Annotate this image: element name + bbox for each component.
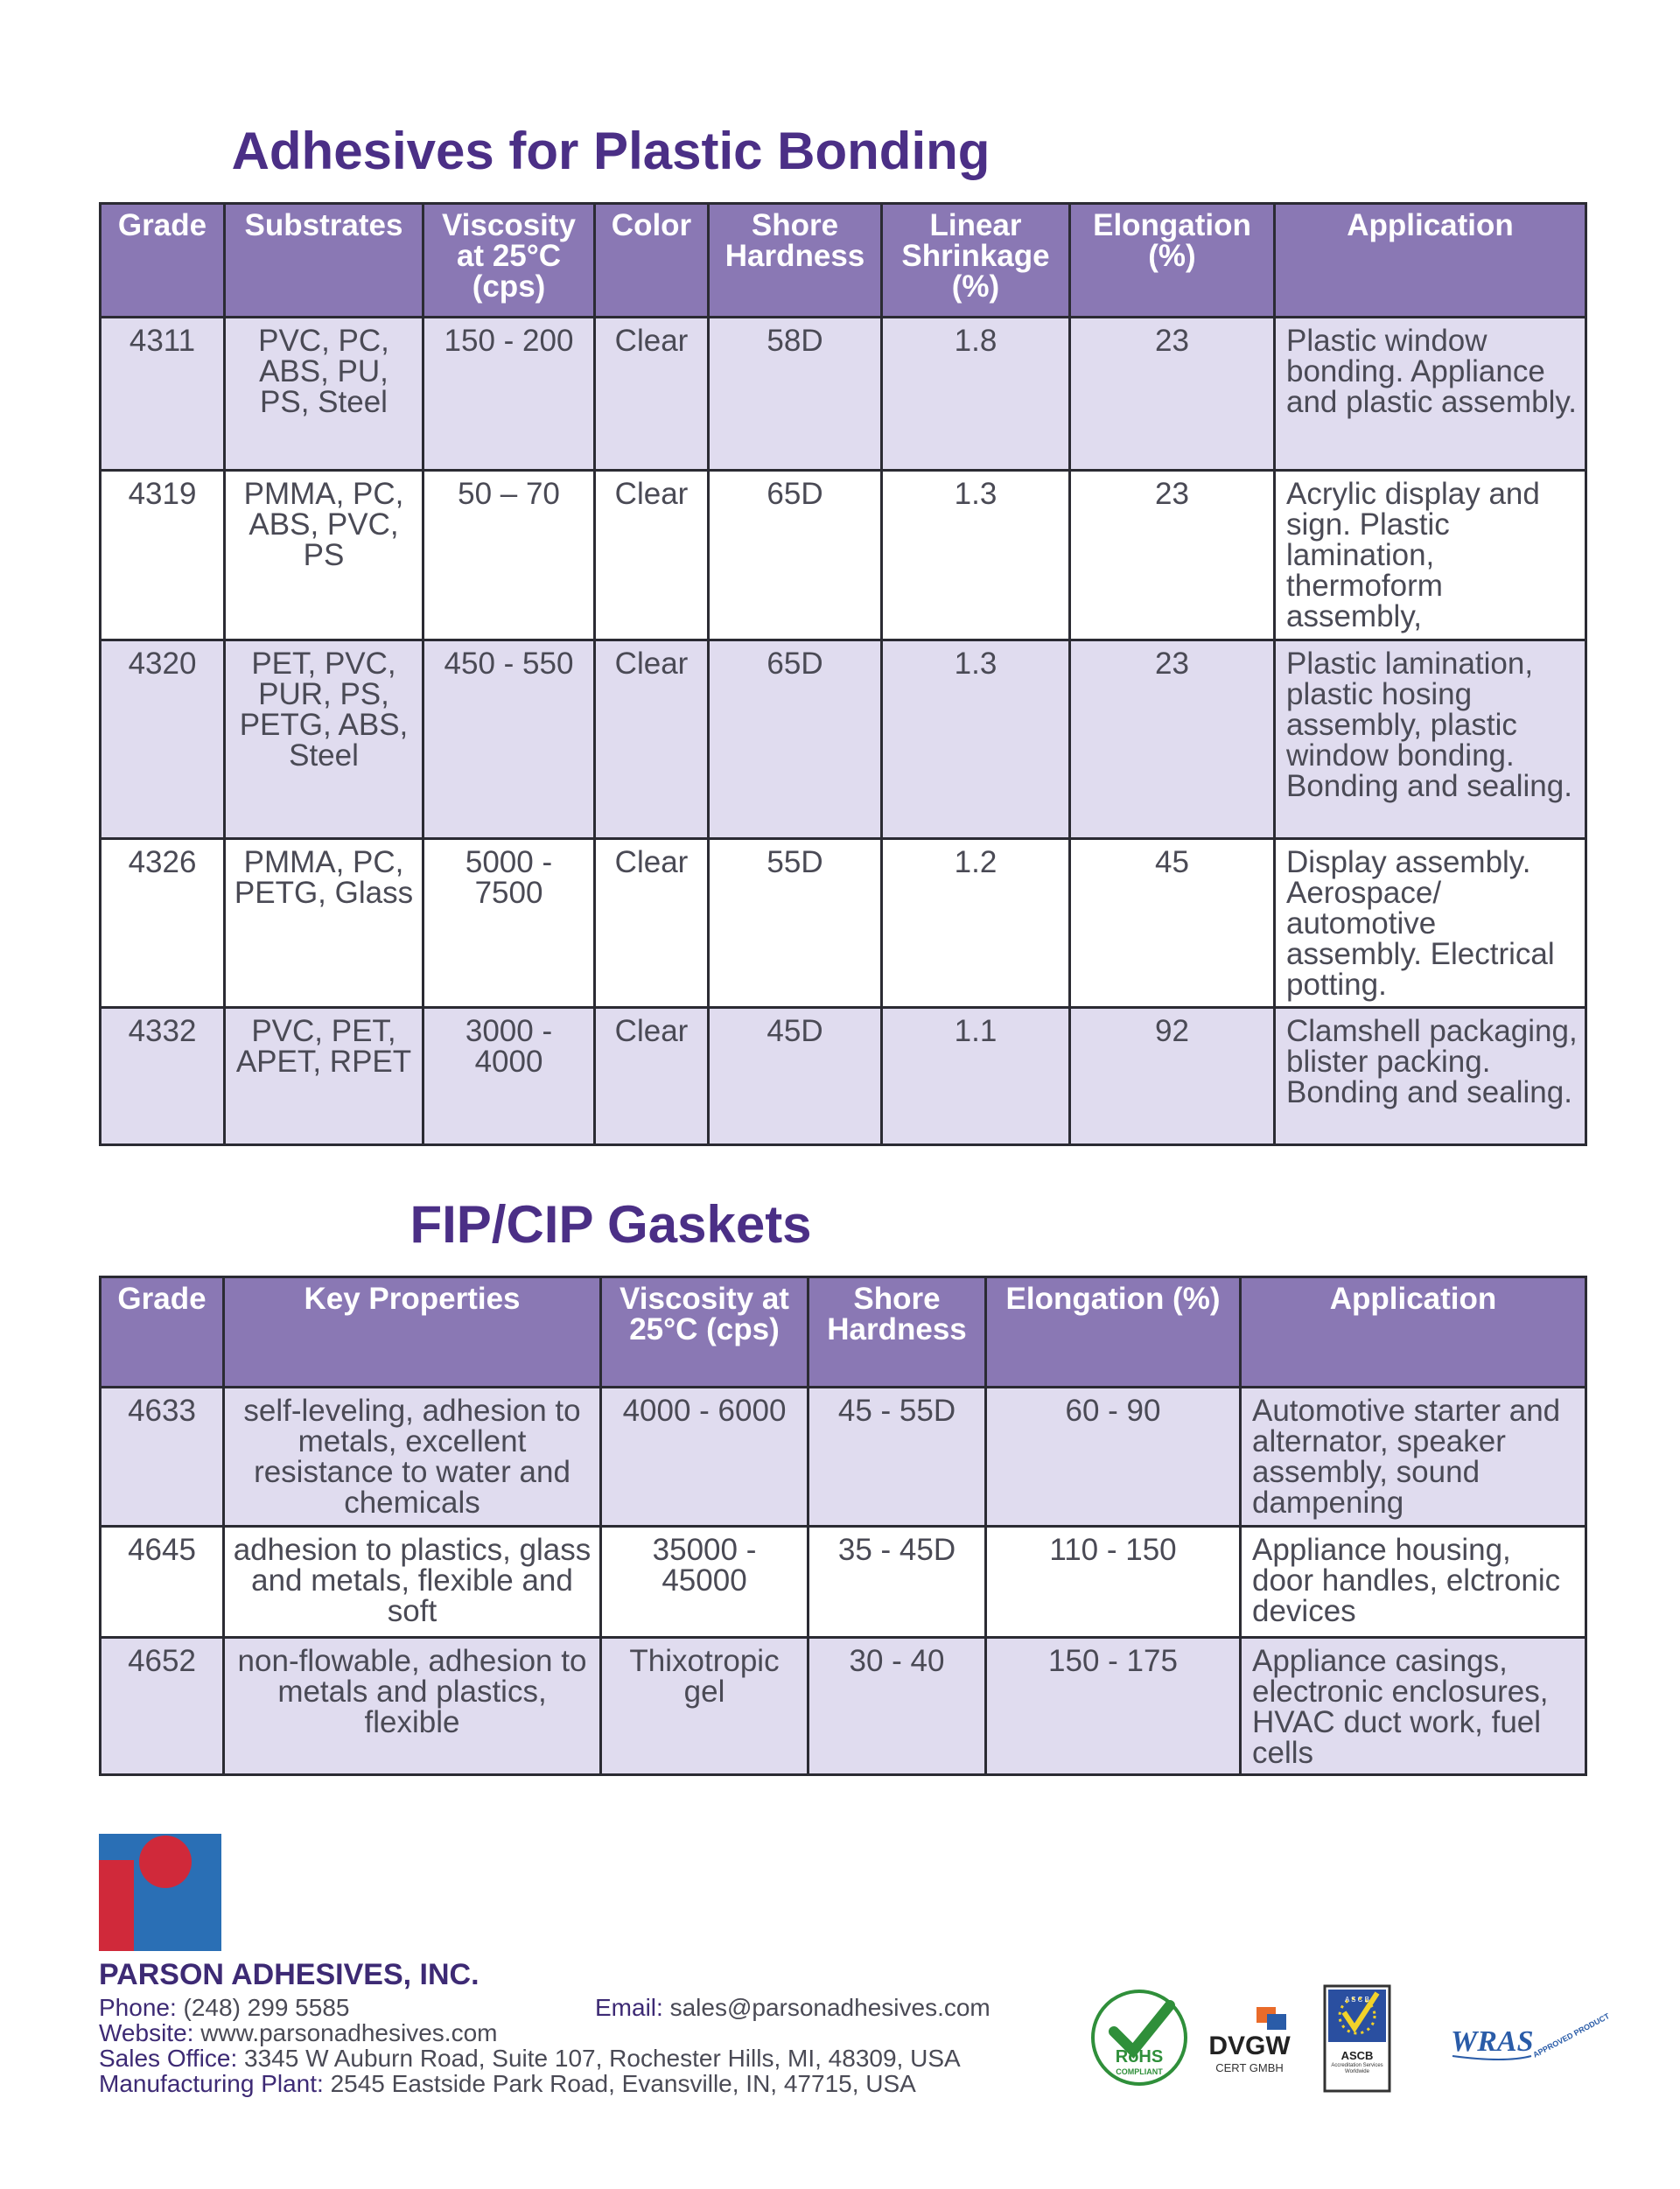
viscosity-cell: 4000 - 6000 bbox=[601, 1388, 808, 1527]
col-header-shore-hardness: Shore Hardness bbox=[709, 204, 882, 318]
rohs-text: RoHS bbox=[1115, 2047, 1164, 2067]
ascb-letters: A S C B bbox=[1344, 1996, 1370, 2004]
substrates-cell: PMMA, PC, PETG, Glass bbox=[225, 839, 424, 1008]
plastic-bonding-table bbox=[99, 202, 1587, 1146]
shrinkage-cell: 1.8 bbox=[882, 318, 1070, 471]
color-cell: Clear bbox=[595, 1008, 709, 1145]
application-cell: Automotive starter and alternator, speaker assembly, sound dampening bbox=[1241, 1388, 1586, 1527]
plant-label: Manufacturing Plant: bbox=[99, 2070, 324, 2097]
phone-label: Phone: bbox=[99, 1994, 177, 2021]
grade-cell: 4320 bbox=[101, 640, 225, 839]
table-row bbox=[101, 1527, 1586, 1638]
grade-cell: 4645 bbox=[101, 1527, 224, 1638]
shore-cell: 58D bbox=[709, 318, 882, 471]
grade-cell: 4326 bbox=[101, 839, 225, 1008]
shore-cell: 30 - 40 bbox=[808, 1638, 986, 1775]
email-link[interactable]: sales@parsonadhesives.com bbox=[669, 1994, 990, 2021]
table-row bbox=[101, 839, 1586, 1008]
plant-address: 2545 Eastside Park Road, Evansville, IN, 47715, USA bbox=[330, 2070, 916, 2097]
elongation-cell: 150 - 175 bbox=[986, 1638, 1241, 1775]
application-cell: Display assembly. Aerospace/ automotive assembly. Electrical potting. bbox=[1275, 839, 1586, 1008]
substrates-cell: PVC, PC, ABS, PU, PS, Steel bbox=[225, 318, 424, 471]
viscosity-cell: 150 - 200 bbox=[424, 318, 595, 471]
shrinkage-cell: 1.3 bbox=[882, 471, 1070, 640]
viscosity-cell: Thixotropic gel bbox=[601, 1638, 808, 1775]
substrates-cell: PET, PVC, PUR, PS, PETG, ABS, Steel bbox=[225, 640, 424, 839]
wras-badge bbox=[1444, 2011, 1612, 2074]
table-row bbox=[101, 318, 1586, 471]
shrinkage-cell: 1.2 bbox=[882, 839, 1070, 1008]
col-header-grade: Grade bbox=[101, 1277, 224, 1388]
sales-office-label: Sales Office: bbox=[99, 2045, 238, 2072]
shore-cell: 45D bbox=[709, 1008, 882, 1145]
ascb-text: ASCB bbox=[1340, 2049, 1374, 2062]
ascb-badge bbox=[1323, 1984, 1393, 2094]
properties-cell: adhesion to plastics, glass and metals, flexible and soft bbox=[224, 1527, 601, 1638]
col-header-elongation: Elongation (%) bbox=[1070, 204, 1275, 318]
application-cell: Plastic lamination, plastic hosing assembly, plastic window bonding. Bonding and sealing. bbox=[1275, 640, 1586, 839]
parson-logo bbox=[99, 1834, 221, 1951]
dvgw-badge bbox=[1206, 2004, 1293, 2082]
substrates-cell: PVC, PET, APET, RPET bbox=[225, 1008, 424, 1145]
elongation-cell: 23 bbox=[1070, 318, 1275, 471]
table-header-row bbox=[101, 1277, 1586, 1388]
viscosity-cell: 450 - 550 bbox=[424, 640, 595, 839]
substrates-cell: PMMA, PC, ABS, PVC, PS bbox=[225, 471, 424, 640]
table-row bbox=[101, 1388, 1586, 1527]
col-header-viscosity: Viscosity at 25°C (cps) bbox=[601, 1277, 808, 1388]
elongation-cell: 110 - 150 bbox=[986, 1527, 1241, 1638]
table-row bbox=[101, 471, 1586, 640]
elongation-cell: 60 - 90 bbox=[986, 1388, 1241, 1527]
elongation-cell: 92 bbox=[1070, 1008, 1275, 1145]
col-header-application: Application bbox=[1241, 1277, 1586, 1388]
wras-text: WRAS bbox=[1451, 2025, 1534, 2058]
application-cell: Appliance casings, electronic enclosures, HVAC duct work, fuel cells bbox=[1241, 1638, 1586, 1775]
gaskets-title: FIP/CIP Gaskets bbox=[410, 1195, 812, 1254]
sales-office-address: 3345 W Auburn Road, Suite 107, Rochester Hills, MI, 48309, USA bbox=[244, 2045, 961, 2072]
shore-cell: 65D bbox=[709, 640, 882, 839]
shore-cell: 65D bbox=[709, 471, 882, 640]
col-header-linear-shrinkage: Linear Shrinkage (%) bbox=[882, 204, 1070, 318]
dvgw-sub-text: CERT GMBH bbox=[1215, 2061, 1284, 2074]
website-link[interactable]: www.parsonadhesives.com bbox=[200, 2019, 498, 2046]
gaskets-table bbox=[99, 1276, 1587, 1776]
grade-cell: 4332 bbox=[101, 1008, 225, 1145]
plastic-bonding-title: Adhesives for Plastic Bonding bbox=[231, 122, 990, 180]
col-header-key-properties: Key Properties bbox=[224, 1277, 601, 1388]
table-header-row bbox=[101, 204, 1586, 318]
color-cell: Clear bbox=[595, 640, 709, 839]
table-row bbox=[101, 640, 1586, 839]
website-line bbox=[99, 2020, 497, 2046]
table-row bbox=[101, 1638, 1586, 1775]
phone-line bbox=[99, 1995, 349, 2021]
plant-line bbox=[99, 2071, 916, 2097]
shore-cell: 45 - 55D bbox=[808, 1388, 986, 1527]
viscosity-cell: 3000 - 4000 bbox=[424, 1008, 595, 1145]
phone-value[interactable]: (248) 299 5585 bbox=[183, 1994, 350, 2021]
viscosity-cell: 5000 - 7500 bbox=[424, 839, 595, 1008]
rohs-badge bbox=[1089, 1988, 1190, 2088]
viscosity-cell: 35000 - 45000 bbox=[601, 1527, 808, 1638]
sales-office-line bbox=[99, 2046, 961, 2072]
ascb-sub-text: Accreditation Services Worldwide bbox=[1331, 2063, 1383, 2074]
col-header-elongation: Elongation (%) bbox=[986, 1277, 1241, 1388]
viscosity-cell: 50 – 70 bbox=[424, 471, 595, 640]
application-cell: Clamshell packaging, blister packing. Bonding and sealing. bbox=[1275, 1008, 1586, 1145]
application-cell: Plastic window bonding. Appliance and plastic assembly. bbox=[1275, 318, 1586, 471]
shore-cell: 35 - 45D bbox=[808, 1527, 986, 1638]
col-header-grade: Grade bbox=[101, 204, 225, 318]
col-header-shore-hardness: Shore Hardness bbox=[808, 1277, 986, 1388]
grade-cell: 4633 bbox=[101, 1388, 224, 1527]
shrinkage-cell: 1.1 bbox=[882, 1008, 1070, 1145]
col-header-substrates: Substrates bbox=[225, 204, 424, 318]
table-row bbox=[101, 1008, 1586, 1145]
properties-cell: non-flowable, adhesion to metals and plastics, flexible bbox=[224, 1638, 601, 1775]
elongation-cell: 45 bbox=[1070, 839, 1275, 1008]
elongation-cell: 23 bbox=[1070, 640, 1275, 839]
application-cell: Acrylic display and sign. Plastic lamination, thermoform assembly, bbox=[1275, 471, 1586, 640]
grade-cell: 4652 bbox=[101, 1638, 224, 1775]
shrinkage-cell: 1.3 bbox=[882, 640, 1070, 839]
grade-cell: 4319 bbox=[101, 471, 225, 640]
col-header-viscosity: Viscosity at 25°C (cps) bbox=[424, 204, 595, 318]
email-label: Email: bbox=[595, 1994, 663, 2021]
color-cell: Clear bbox=[595, 318, 709, 471]
dvgw-text: DVGW bbox=[1208, 2032, 1291, 2060]
grade-cell: 4311 bbox=[101, 318, 225, 471]
rohs-sub-text: COMPLIANT bbox=[1116, 2067, 1163, 2076]
col-header-color: Color bbox=[595, 204, 709, 318]
color-cell: Clear bbox=[595, 471, 709, 640]
website-label: Website: bbox=[99, 2019, 194, 2046]
col-header-application: Application bbox=[1275, 204, 1586, 318]
application-cell: Appliance housing, door handles, elctronic devices bbox=[1241, 1527, 1586, 1638]
properties-cell: self-leveling, adhesion to metals, excellent resistance to water and chemicals bbox=[224, 1388, 601, 1527]
company-name: PARSON ADHESIVES, INC. bbox=[99, 1958, 480, 1991]
color-cell: Clear bbox=[595, 839, 709, 1008]
elongation-cell: 23 bbox=[1070, 471, 1275, 640]
email-line bbox=[595, 1995, 990, 2021]
shore-cell: 55D bbox=[709, 839, 882, 1008]
wras-sub-text: APPROVED PRODUCT bbox=[1531, 2011, 1612, 2060]
